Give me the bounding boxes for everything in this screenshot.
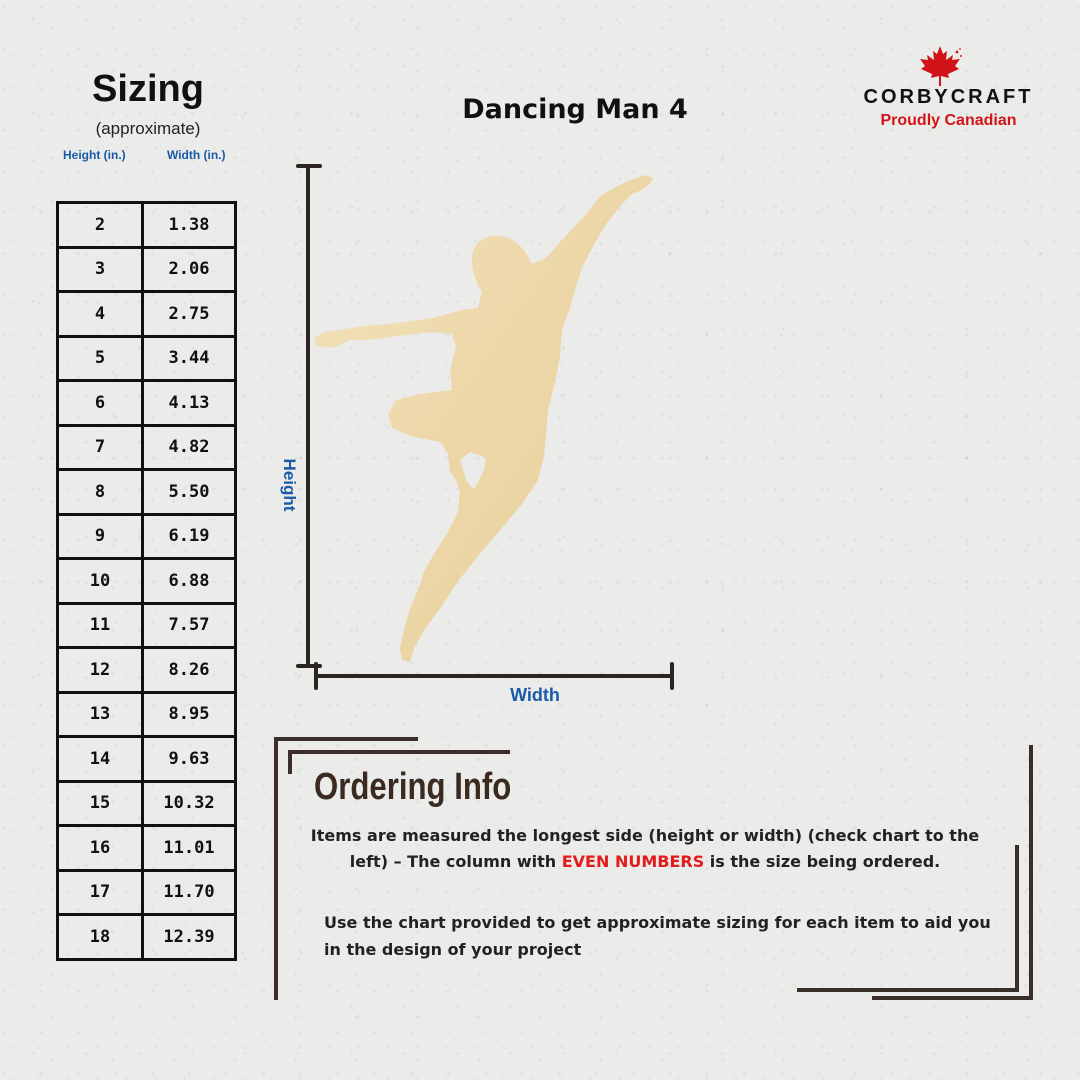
size-row <box>58 292 236 337</box>
height-label: Height <box>280 458 299 512</box>
height-cell: 16 <box>58 826 143 871</box>
width-cell: 8.26 <box>143 648 236 693</box>
sizing-subtitle: (approximate) <box>95 119 201 138</box>
ordering-text: is the size being ordered. <box>704 852 941 871</box>
frame-line <box>797 988 1019 992</box>
height-cell: 15 <box>58 781 143 826</box>
frame-line <box>872 996 1033 1000</box>
width-cell: 8.95 <box>143 692 236 737</box>
size-row <box>58 470 236 515</box>
width-cell: 1.38 <box>143 203 236 248</box>
width-cell: 6.19 <box>143 514 236 559</box>
height-cell: 8 <box>58 470 143 515</box>
height-cell: 2 <box>58 203 143 248</box>
frame-line <box>288 750 510 754</box>
width-cell: 11.70 <box>143 870 236 915</box>
frame-line <box>1015 845 1019 989</box>
width-cell: 6.88 <box>143 559 236 604</box>
size-row <box>58 381 236 426</box>
width-cell: 7.57 <box>143 603 236 648</box>
height-column-header: Height (in.) <box>63 148 126 162</box>
frame-line <box>274 737 418 741</box>
width-label: Width <box>510 685 560 705</box>
size-row <box>58 559 236 604</box>
width-cell: 4.82 <box>143 425 236 470</box>
frame-line <box>274 737 278 1000</box>
frame-line <box>288 750 292 774</box>
width-cell: 2.06 <box>143 247 236 292</box>
height-cell: 10 <box>58 559 143 604</box>
height-cell: 18 <box>58 915 143 960</box>
height-cell: 7 <box>58 425 143 470</box>
size-row <box>58 870 236 915</box>
width-cell: 10.32 <box>143 781 236 826</box>
height-cell: 5 <box>58 336 143 381</box>
size-row <box>58 826 236 871</box>
size-row <box>58 781 236 826</box>
height-cell: 14 <box>58 737 143 782</box>
height-cell: 3 <box>58 247 143 292</box>
width-column-header: Width (in.) <box>167 148 226 162</box>
width-cell: 9.63 <box>143 737 236 782</box>
ordering-text: Items are measured the longest side (height or width) (check chart to the left) – The column with <box>310 826 980 871</box>
height-cell: 13 <box>58 692 143 737</box>
ordering-title: Ordering Info <box>314 766 512 808</box>
size-row <box>58 425 236 470</box>
height-cell: 4 <box>58 292 143 337</box>
width-cell: 12.39 <box>143 915 236 960</box>
height-cell: 9 <box>58 514 143 559</box>
width-cell: 5.50 <box>143 470 236 515</box>
size-row <box>58 203 236 248</box>
even-numbers-highlight: EVEN NUMBERS <box>561 852 705 871</box>
height-cell: 17 <box>58 870 143 915</box>
size-row <box>58 648 236 693</box>
size-row <box>58 737 236 782</box>
product-title: Dancing Man 4 <box>462 94 688 125</box>
dancer-silhouette <box>300 160 670 670</box>
size-row <box>58 692 236 737</box>
maple-leaf-icon <box>914 44 966 88</box>
width-cell: 2.75 <box>143 292 236 337</box>
brand-name: CORBYCRAFT <box>863 86 1034 108</box>
size-row <box>58 514 236 559</box>
frame-line <box>1029 745 1033 1000</box>
size-row <box>58 336 236 381</box>
height-cell: 11 <box>58 603 143 648</box>
ordering-paragraph-1 <box>310 823 980 875</box>
sizing-table <box>56 201 237 961</box>
width-cell: 4.13 <box>143 381 236 426</box>
height-cell: 12 <box>58 648 143 693</box>
brand-tagline: Proudly Canadian <box>880 112 1017 129</box>
width-cell: 11.01 <box>143 826 236 871</box>
size-row <box>58 603 236 648</box>
size-row <box>58 915 236 960</box>
ordering-paragraph-2: Use the chart provided to get approximate sizing for each item to aid you in the design of your project <box>324 913 991 959</box>
size-row <box>58 247 236 292</box>
sizing-title: Sizing <box>92 68 204 110</box>
width-cell: 3.44 <box>143 336 236 381</box>
height-cell: 6 <box>58 381 143 426</box>
